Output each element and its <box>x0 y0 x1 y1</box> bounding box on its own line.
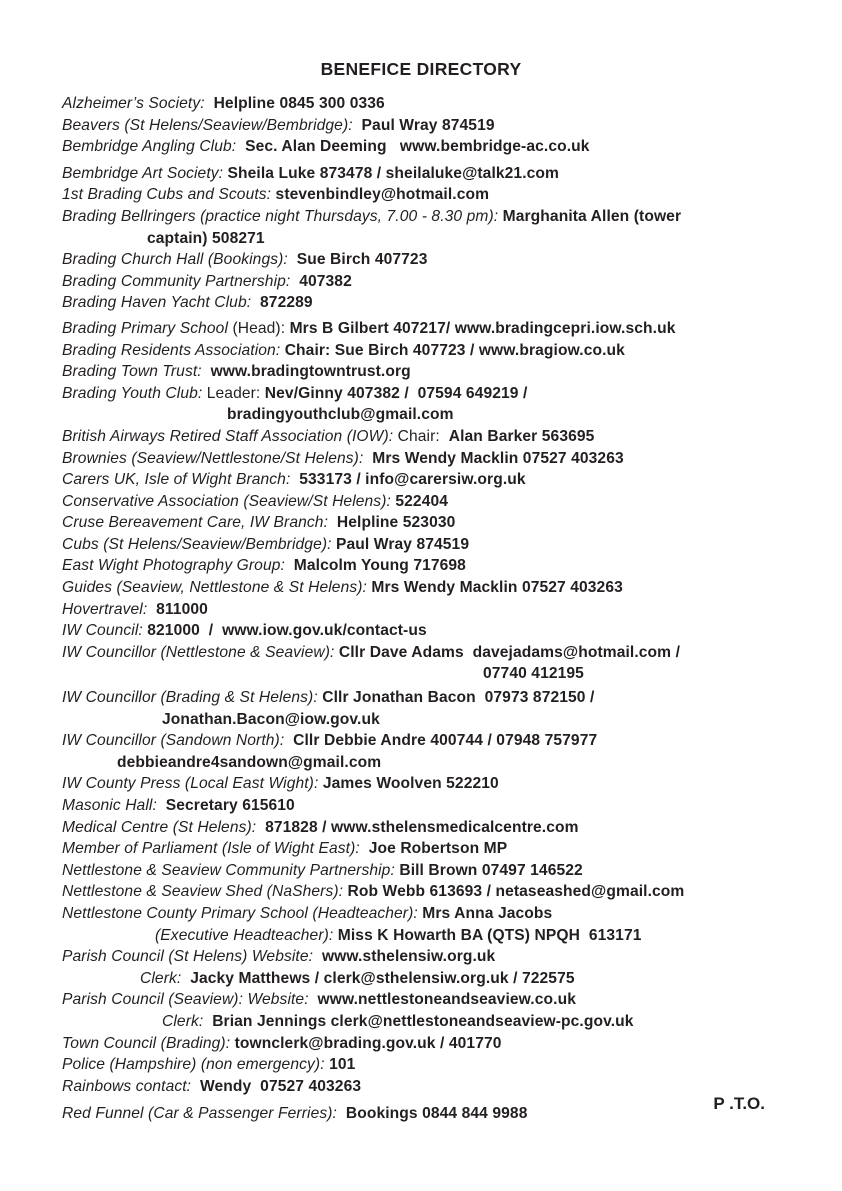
entry-name: Town Council (Brading): <box>62 1034 235 1052</box>
directory-entry <box>62 687 802 709</box>
entry-contact: Alan Barker 563695 <box>448 427 595 445</box>
entry-name: Brading Residents Association: <box>62 341 285 359</box>
directory-entry <box>62 860 802 882</box>
entry-contact: debbieandre4sandown@gmail.com <box>117 753 382 771</box>
directory-entry <box>62 469 802 491</box>
directory-entry <box>62 730 802 752</box>
entry-name: IW Councillor (Nettlestone & Seaview): <box>62 643 339 661</box>
entry-role: (Head): <box>232 319 290 337</box>
entry-name: Brading Town Trust: <box>62 363 211 381</box>
entry-name: Masonic Hall: <box>62 797 166 814</box>
entry-name: Cubs (St Helens/Seaview/Bembridge): <box>62 535 337 553</box>
entry-contact: Mrs Wendy Macklin 07527 403263 <box>371 579 623 597</box>
directory-entry <box>62 1033 802 1055</box>
directory-entry <box>62 599 802 621</box>
directory-entry <box>62 448 802 470</box>
entry-contact: Sheila Luke 873478 / sheilaluke@talk21.com <box>227 164 559 182</box>
entry-name: East Wight Photography Group: <box>62 557 294 575</box>
directory-entry <box>62 968 802 990</box>
entry-contact: Cllr Dave Adams davejadams@hotmail.com / <box>338 643 681 661</box>
entry-name: Brading Haven Yacht Club: <box>62 294 261 312</box>
directory-entry <box>62 206 802 228</box>
directory-entry <box>62 228 802 250</box>
entry-name: Cruse Bereavement Care, IW Branch: <box>62 514 337 532</box>
entry-contact: Malcolm Young 717698 <box>293 557 466 575</box>
entry-contact: Cllr Jonathan Bacon 07973 872150 / <box>322 689 595 707</box>
entry-contact: Mrs Anna Jacobs <box>422 904 553 922</box>
directory-entry <box>62 318 802 340</box>
entry-contact: 811000 <box>156 600 208 618</box>
entry-contact: townclerk@brading.gov.uk / 401770 <box>234 1034 502 1052</box>
entry-name: Brading Church Hall (Bookings): <box>62 251 297 269</box>
entry-contact: Helpline 0845 300 0336 <box>213 95 385 112</box>
entry-contact: Marghanita Allen (tower <box>502 207 682 225</box>
directory-entry <box>62 838 802 860</box>
directory-entry <box>62 404 802 426</box>
entry-name: Red Funnel (Car & Passenger Ferries): <box>62 1105 346 1123</box>
directory-entry <box>62 163 802 185</box>
directory-entry <box>62 534 802 556</box>
directory-entry <box>62 1076 802 1098</box>
entry-name: Brading Community Partnership: <box>62 272 300 290</box>
entry-name: Alzheimer’s Society: <box>62 95 214 112</box>
entry-contact: Miss K Howarth BA (QTS) NPQH 613171 <box>337 926 642 944</box>
entry-name: Parish Council (St Helens) Website: <box>62 948 322 966</box>
entry-name: Carers UK, Isle of Wight Branch: <box>62 471 300 489</box>
entry-name: Bembridge Angling Club: <box>62 138 246 156</box>
entry-contact: captain) 508271 <box>147 229 265 247</box>
entry-contact: 522404 <box>395 492 449 510</box>
entry-name: Nettlestone County Primary School (Headteacher): <box>62 904 423 922</box>
entry-contact: 101 <box>329 1056 356 1074</box>
entry-name: Hovertravel: <box>62 600 157 618</box>
entry-contact: Joe Robertson MP <box>368 840 508 858</box>
entry-contact: Brian Jennings clerk@nettlestoneandseaview-pc.gov.uk <box>212 1012 634 1030</box>
directory-entry <box>62 663 802 685</box>
entry-contact: 407382 <box>299 272 352 290</box>
entry-contact: Rob Webb 613693 / netaseashed@gmail.com <box>347 883 685 901</box>
directory-entry <box>62 817 802 839</box>
directory-entry <box>62 292 802 314</box>
entry-contact: Sue Birch 407723 <box>296 251 428 269</box>
entry-name: Brownies (Seaview/Nettlestone/St Helens): <box>62 449 373 467</box>
directory-entry <box>62 752 802 774</box>
entry-name: Police (Hampshire) (non emergency): <box>62 1056 330 1074</box>
entry-contact: Nev/Ginny 407382 / 07594 649219 / <box>264 384 528 402</box>
directory-entry <box>62 946 802 968</box>
entry-name: Parish Council (Seaview): Website: <box>62 991 318 1009</box>
entry-name: Clerk: <box>162 1012 213 1030</box>
entry-contact: bradingyouthclub@gmail.com <box>227 406 454 424</box>
entry-name: IW Council: <box>62 622 148 640</box>
directory-list <box>62 93 802 1125</box>
directory-entry <box>62 383 802 405</box>
directory-entry <box>62 93 802 115</box>
entry-contact: Jonathan.Bacon@iow.gov.uk <box>162 710 380 728</box>
directory-entry <box>62 620 802 642</box>
entry-contact: Paul Wray 874519 <box>336 535 470 553</box>
entry-contact: James Woolven 522210 <box>322 775 499 793</box>
entry-contact: Paul Wray 874519 <box>361 116 495 134</box>
entry-role: Leader: <box>206 384 265 402</box>
directory-entry <box>62 1011 802 1033</box>
entry-name: Brading Youth Club: <box>62 384 207 402</box>
entry-contact: Sec. Alan Deeming www.bembridge-ac.co.uk <box>245 138 590 156</box>
entry-name: Guides (Seaview, Nettlestone & St Helens): <box>62 579 372 597</box>
directory-entry <box>62 491 802 513</box>
entry-contact: Bill Brown 07497 146522 <box>399 861 583 879</box>
entry-name: IW County Press (Local East Wight): <box>62 775 323 793</box>
entry-name: (Executive Headteacher): <box>155 926 338 944</box>
directory-entry <box>62 795 802 817</box>
entry-contact: Chair: Sue Birch 407723 / www.bragiow.co.uk <box>284 341 625 359</box>
entry-contact: Cllr Debbie Andre 400744 / 07948 757977 <box>293 732 598 750</box>
directory-entry <box>62 577 802 599</box>
directory-entry <box>62 1103 802 1125</box>
entry-name: Bembridge Art Society: <box>62 164 228 182</box>
directory-entry <box>62 271 802 293</box>
entry-contact: 872289 <box>260 294 313 312</box>
directory-entry <box>62 512 802 534</box>
directory-entry <box>62 136 802 158</box>
directory-entry <box>62 184 802 206</box>
directory-entry <box>62 925 802 947</box>
entry-name: Brading Primary School <box>62 319 233 337</box>
entry-name: Clerk: <box>140 969 191 987</box>
entry-contact: 871828 / www.sthelensmedicalcentre.com <box>265 818 579 836</box>
entry-contact: www.sthelensiw.org.uk <box>321 948 496 966</box>
entry-contact: 07740 412195 <box>483 665 584 683</box>
entry-contact: 533173 / info@carersiw.org.uk <box>299 471 526 489</box>
entry-role: Chair: <box>397 427 449 445</box>
entry-contact: stevenbindley@hotmail.com <box>275 186 490 204</box>
directory-entry <box>62 881 802 903</box>
entry-name: Medical Centre (St Helens): <box>62 818 266 836</box>
entry-contact: Helpline 523030 <box>336 514 456 532</box>
entry-name: IW Councillor (Sandown North): <box>62 732 294 750</box>
directory-entry <box>62 340 802 362</box>
entry-contact: www.bradingtowntrust.org <box>210 363 411 381</box>
directory-entry <box>62 361 802 383</box>
page-title: BENEFICE DIRECTORY <box>320 59 522 79</box>
directory-entry <box>62 115 802 137</box>
directory-entry <box>62 249 802 271</box>
directory-entry <box>62 555 802 577</box>
pto-label: P .T.O. <box>713 1094 765 1113</box>
directory-entry <box>62 1054 802 1076</box>
directory-entry <box>62 709 802 731</box>
directory-entry <box>62 642 802 664</box>
entry-contact: Wendy 07527 403263 <box>199 1077 362 1095</box>
directory-entry <box>62 426 802 448</box>
entry-name: British Airways Retired Staff Association (IOW): <box>62 427 398 445</box>
entry-name: IW Councillor (Brading & St Helens): <box>62 689 323 707</box>
entry-name: Member of Parliament (Isle of Wight East): <box>62 840 369 858</box>
directory-entry <box>62 989 802 1011</box>
entry-name: Beavers (St Helens/Seaview/Bembridge): <box>62 116 362 134</box>
directory-entry <box>62 903 802 925</box>
entry-name: Conservative Association (Seaview/St Helens): <box>62 492 396 510</box>
entry-contact: Bookings 0844 844 9988 <box>345 1105 528 1123</box>
directory-entry <box>62 773 802 795</box>
entry-contact: Secretary 615610 <box>165 797 295 814</box>
entry-name: Brading Bellringers (practice night Thursdays, 7.00 - 8.30 pm): <box>62 207 503 225</box>
entry-contact: Mrs B Gilbert 407217/ www.bradingcepri.iow.sch.uk <box>289 319 676 337</box>
entry-name: Nettlestone & Seaview Shed (NaShers): <box>62 883 348 901</box>
entry-contact: Mrs Wendy Macklin 07527 403263 <box>372 449 624 467</box>
entry-name: Rainbows contact: <box>62 1077 200 1095</box>
entry-name: Nettlestone & Seaview Community Partnership: <box>62 861 400 879</box>
entry-contact: www.nettlestoneandseaview.co.uk <box>317 991 576 1009</box>
entry-name: 1st Brading Cubs and Scouts: <box>62 186 276 204</box>
entry-contact: Jacky Matthews / clerk@sthelensiw.org.uk / 722575 <box>190 969 575 987</box>
entry-contact: 821000 / www.iow.gov.uk/contact-us <box>147 622 427 640</box>
